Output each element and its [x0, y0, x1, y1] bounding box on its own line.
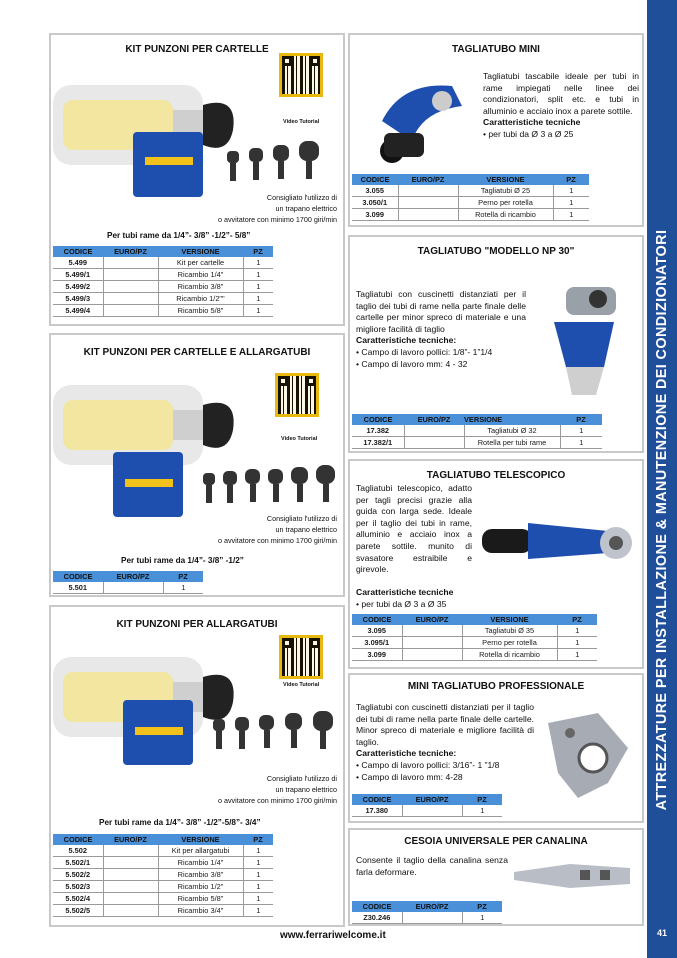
cell-qty: 1 — [243, 869, 273, 881]
cell-qty: 1 — [243, 881, 273, 893]
cell-qty: 1 — [163, 582, 203, 594]
cell-version: Rotella di ricambio — [462, 649, 557, 661]
table-row — [53, 845, 273, 857]
description-text: Tagliatubi con cuscinetti distanziati per il taglio dei tubi di rame nella parte finale delle cartelle per minor spreco di materiale e una migliore facilità di taglio — [356, 289, 526, 334]
table-row — [53, 281, 273, 293]
usage-note-line: un trapano elettrico — [275, 525, 337, 534]
cell-qty: 1 — [243, 857, 273, 869]
punch-bits-image — [211, 707, 341, 752]
video-tutorial-label: Video Tutorial — [281, 436, 318, 442]
table-row — [53, 905, 273, 917]
table-header: EURO/PZ — [402, 901, 462, 912]
tech-label: Caratteristiche tecniche: — [356, 335, 457, 346]
tagliatubo-np30-section — [348, 235, 644, 453]
tech-spec: • Campo di lavoro pollici: 1/8”- 1”1/4 — [356, 346, 493, 357]
usage-note-line: Consigliato l'utilizzo di — [266, 193, 337, 202]
table-row — [352, 437, 602, 449]
tech-label: Caratteristiche tecniche: — [356, 748, 457, 759]
punch-bits-image — [201, 461, 341, 506]
cell-price — [402, 649, 462, 661]
cell-price — [398, 209, 458, 221]
table-header: VERSIONE — [462, 614, 557, 625]
cell-version: Perno per rotella — [458, 197, 553, 209]
cell-version: Rotella di ricambio — [458, 209, 553, 221]
cell-code: 5.502/4 — [53, 893, 103, 905]
cell-qty: 1 — [462, 805, 502, 817]
sidebar-category-title: ATTREZZATURE PER INSTALLAZIONE & MANUTENZIONE DEI CONDIZIONATORI — [654, 229, 670, 811]
table-header: EURO/PZ — [103, 246, 158, 257]
cell-code: 5.499 — [53, 257, 103, 269]
tagliatubo-telescopico-section — [348, 459, 644, 669]
cell-version: Ricambio 1/2" — [158, 881, 243, 893]
cell-qty: 1 — [243, 305, 273, 317]
cell-qty: 1 — [243, 269, 273, 281]
product-table — [352, 794, 502, 817]
cell-qty: 1 — [462, 912, 502, 924]
cutter-shears-image — [510, 854, 640, 899]
cell-version: Ricambio 3/8" — [158, 869, 243, 881]
tech-spec: • per tubi da Ø 3 a Ø 25 — [483, 128, 574, 139]
table-header: CODICE — [352, 174, 398, 185]
product-table — [352, 614, 597, 661]
cell-code: 3.055 — [352, 185, 398, 197]
cell-version: Ricambio 3/8" — [158, 281, 243, 293]
cell-version: Kit per allargatubi — [158, 845, 243, 857]
usage-note-line: o avvitatore con minimo 1700 giri/min — [217, 796, 337, 805]
cell-price — [402, 805, 462, 817]
cell-code: 3.095/1 — [352, 637, 402, 649]
table-header: CODICE — [352, 794, 402, 805]
cell-qty: 1 — [557, 649, 597, 661]
table-row — [53, 893, 273, 905]
section-title: TAGLIATUBO TELESCOPICO — [426, 470, 566, 481]
cell-version: Ricambio 1/4" — [158, 857, 243, 869]
table-row — [352, 209, 589, 221]
cell-version: Ricambio 3/4" — [158, 905, 243, 917]
cell-price — [103, 257, 158, 269]
table-row — [352, 912, 502, 924]
table-header: PZ — [163, 571, 203, 582]
tagliatubo-mini-section — [348, 33, 644, 227]
table-row — [53, 293, 273, 305]
cell-price — [103, 857, 158, 869]
usage-note — [218, 773, 337, 806]
tube-cutter-image — [362, 61, 480, 171]
video-tutorial-label: Video Tutorial — [283, 682, 320, 688]
cell-price — [398, 197, 458, 209]
table-header: VERSIONE — [458, 174, 553, 185]
table-header: PZ — [462, 794, 502, 805]
section-title: MINI TAGLIATUBO PROFESSIONALE — [407, 681, 585, 692]
cell-price — [103, 893, 158, 905]
cell-code: 17.382/1 — [352, 437, 404, 449]
cell-qty: 1 — [243, 893, 273, 905]
punch-bits-image — [225, 139, 325, 184]
table-header: PZ — [243, 834, 273, 845]
tech-spec: • Campo di lavoro mm: 4-28 — [356, 771, 463, 782]
section-title: TAGLIATUBO MINI — [452, 44, 540, 55]
cell-code: 5.502/5 — [53, 905, 103, 917]
cell-price — [103, 305, 158, 317]
cell-qty: 1 — [553, 209, 589, 221]
cell-price — [404, 437, 464, 449]
table-row — [53, 582, 203, 594]
table-row — [352, 197, 589, 209]
kit-cartelle-section — [49, 33, 345, 326]
tech-label: Caratteristiche tecniche — [483, 117, 581, 128]
cell-price — [402, 637, 462, 649]
description-text: Consente il taglio della canalina senza farla deformare. — [356, 855, 508, 877]
cell-qty: 1 — [243, 845, 273, 857]
table-header: VERSIONE — [464, 414, 560, 425]
table-row — [352, 625, 597, 637]
mini-professionale-section — [348, 673, 644, 823]
punch-box-image — [131, 127, 211, 202]
table-header: VERSIONE — [158, 246, 243, 257]
section-title: KIT PUNZONI PER CARTELLE — [125, 44, 269, 55]
table-header: EURO/PZ — [404, 414, 464, 425]
section-title: KIT PUNZONI PER CARTELLE E ALLARGATUBI — [83, 347, 311, 358]
table-header: PZ — [553, 174, 589, 185]
cell-code: 5.502/3 — [53, 881, 103, 893]
usage-note-line: un trapano elettrico — [275, 204, 337, 213]
product-description — [356, 855, 508, 878]
cell-code: 3.050/1 — [352, 197, 398, 209]
cell-code: 3.099 — [352, 209, 398, 221]
cell-price — [103, 881, 158, 893]
cell-price — [404, 425, 464, 437]
cell-qty: 1 — [553, 197, 589, 209]
usage-note-line: o avvitatore con minimo 1700 giri/min — [217, 536, 337, 545]
product-table — [352, 174, 589, 221]
product-description — [356, 483, 472, 576]
cell-qty: 1 — [243, 293, 273, 305]
description-text: Tagliatubi tascabile ideale per tubi in rame impiegati nelle linee dei condizionatori, split etc. e tubi in alluminio e acciaio inox a parete sottile. — [483, 71, 639, 116]
cell-price — [103, 269, 158, 281]
page-number: 41 — [656, 928, 667, 938]
table-header: EURO/PZ — [103, 834, 158, 845]
cell-code: 5.499/2 — [53, 281, 103, 293]
section-title: CESOIA UNIVERSALE PER CANALINA — [404, 836, 588, 847]
tech-block — [356, 587, 556, 610]
cell-price — [103, 845, 158, 857]
table-header: CODICE — [53, 834, 103, 845]
tube-cutter-image — [478, 501, 638, 581]
product-description — [356, 702, 534, 783]
video-tutorial-label: Video Tutorial — [283, 119, 320, 125]
table-header: PZ — [243, 246, 273, 257]
table-row — [53, 881, 273, 893]
table-row — [53, 857, 273, 869]
cell-code: 5.499/1 — [53, 269, 103, 281]
cell-qty: 1 — [243, 257, 273, 269]
cell-code: 5.502/1 — [53, 857, 103, 869]
product-table — [53, 571, 203, 594]
table-row — [352, 637, 597, 649]
table-header: VERSIONE — [158, 834, 243, 845]
section-title: KIT PUNZONI PER ALLARGATUBI — [116, 619, 278, 630]
pipe-sizes: Per tubi rame da 1/4”- 3/8” -1/2”-5/8”- 3/4” — [99, 818, 261, 827]
cell-code: 5.501 — [53, 582, 103, 594]
cell-code: 17.380 — [352, 805, 402, 817]
table-header: EURO/PZ — [402, 614, 462, 625]
cell-price — [103, 869, 158, 881]
product-table — [53, 246, 273, 317]
punch-box-image — [121, 695, 201, 770]
cell-version: Tagliatubi Ø 25 — [458, 185, 553, 197]
usage-note-line: o avvitatore con minimo 1700 giri/min — [217, 215, 337, 224]
cesoia-section — [348, 828, 644, 926]
product-description — [483, 71, 639, 141]
cell-version: Ricambio 5/8" — [158, 893, 243, 905]
table-row — [53, 869, 273, 881]
cell-code: 5.502 — [53, 845, 103, 857]
usage-note-line: Consigliato l'utilizzo di — [266, 514, 337, 523]
cell-price — [103, 582, 163, 594]
table-row — [53, 269, 273, 281]
cell-qty: 1 — [553, 185, 589, 197]
table-row — [352, 425, 602, 437]
cell-code: 3.099 — [352, 649, 402, 661]
cell-version: Kit per cartelle — [158, 257, 243, 269]
cell-qty: 1 — [243, 905, 273, 917]
table-header: CODICE — [53, 571, 103, 582]
tech-spec: • per tubi da Ø 3 a Ø 35 — [356, 598, 447, 609]
cell-version: Ricambio 5/8" — [158, 305, 243, 317]
cell-code: 17.382 — [352, 425, 404, 437]
kit-allargatubi-section — [49, 605, 345, 927]
tube-cutter-image — [536, 277, 636, 407]
description-text: Tagliatubi telescopico, adatto per tagli precisi grazie alla guida con larga sede. Ideale per il taglio dei tubi in rame, alluminio e acciaio inox a parete sottile. munito di svasatore estraibile e girevole. — [356, 483, 472, 575]
table-header: CODICE — [352, 614, 402, 625]
cell-price — [103, 905, 158, 917]
cell-version: Ricambio 1/2"" — [158, 293, 243, 305]
table-header: CODICE — [53, 246, 103, 257]
cell-qty: 1 — [560, 437, 602, 449]
cell-version: Rotella per tubi rame — [464, 437, 560, 449]
cell-version: Tagliatubi Ø 32 — [464, 425, 560, 437]
section-title: TAGLIATUBO "MODELLO NP 30" — [417, 246, 575, 257]
tech-spec: • Campo di lavoro mm: 4 - 32 — [356, 358, 468, 369]
tech-label: Caratteristiche tecniche — [356, 587, 454, 597]
cell-price — [402, 625, 462, 637]
usage-note — [218, 192, 337, 225]
pipe-sizes: Per tubi rame da 1/4”- 3/8” -1/2”- 5/8” — [107, 231, 251, 240]
cell-code: 5.499/3 — [53, 293, 103, 305]
qr-code-icon[interactable] — [275, 373, 319, 417]
product-table — [352, 414, 602, 449]
tech-spec: • Campo di lavoro pollici: 3/16”- 1 ”1/8 — [356, 759, 500, 770]
product-table — [352, 901, 502, 924]
usage-note-line: un trapano elettrico — [275, 785, 337, 794]
cell-price — [103, 281, 158, 293]
cell-price — [398, 185, 458, 197]
table-row — [53, 305, 273, 317]
table-header: CODICE — [352, 901, 402, 912]
qr-code-icon[interactable] — [279, 53, 323, 97]
usage-note — [218, 513, 337, 546]
cell-version: Tagliatubi Ø 35 — [462, 625, 557, 637]
kit-cartelle-allargatubi-section — [49, 333, 345, 597]
cell-price — [402, 912, 462, 924]
table-header: EURO/PZ — [103, 571, 163, 582]
cell-code: 5.502/2 — [53, 869, 103, 881]
qr-code-icon[interactable] — [279, 635, 323, 679]
cell-version: Ricambio 1/4" — [158, 269, 243, 281]
table-header: PZ — [560, 414, 602, 425]
table-row — [352, 185, 589, 197]
footer-website[interactable]: www.ferrariwelcome.it — [280, 930, 386, 941]
table-row — [352, 805, 502, 817]
cell-qty: 1 — [243, 281, 273, 293]
table-header: EURO/PZ — [402, 794, 462, 805]
cell-qty: 1 — [557, 637, 597, 649]
cell-code: 3.095 — [352, 625, 402, 637]
punch-box-image — [111, 447, 191, 522]
pipe-sizes: Per tubi rame da 1/4”- 3/8” -1/2” — [121, 556, 244, 565]
table-row — [53, 257, 273, 269]
tube-cutter-image — [538, 703, 638, 813]
product-description — [356, 289, 526, 370]
cell-code: Z30.246 — [352, 912, 402, 924]
cell-code: 5.499/4 — [53, 305, 103, 317]
product-table — [53, 834, 273, 917]
table-header: EURO/PZ — [398, 174, 458, 185]
cell-qty: 1 — [560, 425, 602, 437]
cell-qty: 1 — [557, 625, 597, 637]
table-header: PZ — [557, 614, 597, 625]
description-text: Tagliatubi con cuscinetti distanziati per il taglio dei tubi di rame nella parte finale delle cartelle. Minor spreco di materiale e migliore facilità di taglio. — [356, 702, 534, 747]
cell-price — [103, 293, 158, 305]
table-header: PZ — [462, 901, 502, 912]
table-row — [352, 649, 597, 661]
usage-note-line: Consigliato l'utilizzo di — [266, 774, 337, 783]
table-header: CODICE — [352, 414, 404, 425]
cell-version: Perno per rotella — [462, 637, 557, 649]
